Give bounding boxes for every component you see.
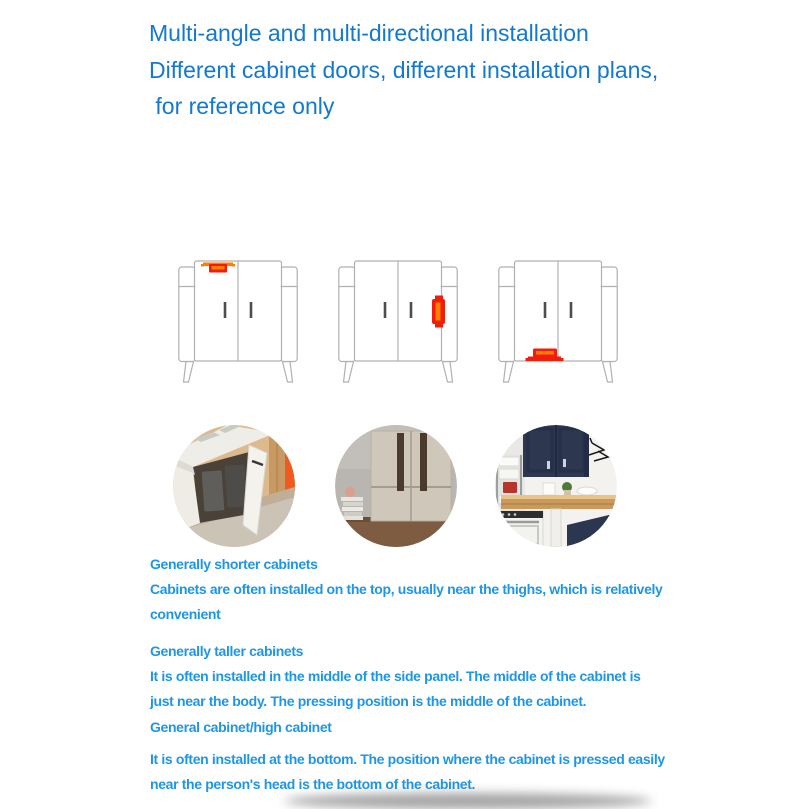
- header-line: Multi-angle and multi-directional installation: [149, 20, 589, 46]
- text-line: It is often installed in the middle of the side panel. The middle of the cabinet is: [150, 668, 641, 685]
- photo-shorter-cabinet: [173, 425, 295, 547]
- text-block: [150, 552, 662, 628]
- taller-cabinet-photo-illustration: [335, 425, 457, 547]
- shorter-cabinet-photo-illustration: [173, 425, 295, 547]
- photo-row: [0, 425, 800, 549]
- diagram-row: [0, 260, 800, 385]
- text-line: Generally taller cabinets: [150, 643, 304, 659]
- next-section-preview: [284, 793, 652, 809]
- text-line: Generally shorter cabinets: [150, 556, 318, 572]
- high-cabinet-photo-illustration: [495, 425, 617, 547]
- header: [149, 15, 658, 125]
- header-line: Different cabinet doors, different installation plans,: [149, 56, 659, 83]
- photo-taller-cabinet: [335, 425, 457, 547]
- photo-high-cabinet: [495, 425, 617, 547]
- text-line: General cabinet/high cabinet: [150, 718, 332, 735]
- text-line: near the person's head is the bottom of the cabinet.: [150, 776, 476, 793]
- text-line: convenient: [150, 606, 221, 623]
- text-block: [150, 747, 665, 797]
- text-block: [150, 639, 641, 740]
- header-line: for reference only: [149, 93, 335, 119]
- text-line: Cabinets are often installed on the top, usually near the thighs, which is relatively: [150, 581, 663, 598]
- cabinet-diagram-latch-top: [178, 260, 298, 383]
- cabinet-diagram-latch-right: [338, 260, 458, 383]
- cabinet-diagram-latch-bottom: [498, 260, 618, 383]
- text-line: It is often installed at the bottom. The position where the cabinet is pressed easily: [150, 751, 665, 767]
- text-line: just near the body. The pressing position is the middle of the cabinet.: [150, 693, 587, 710]
